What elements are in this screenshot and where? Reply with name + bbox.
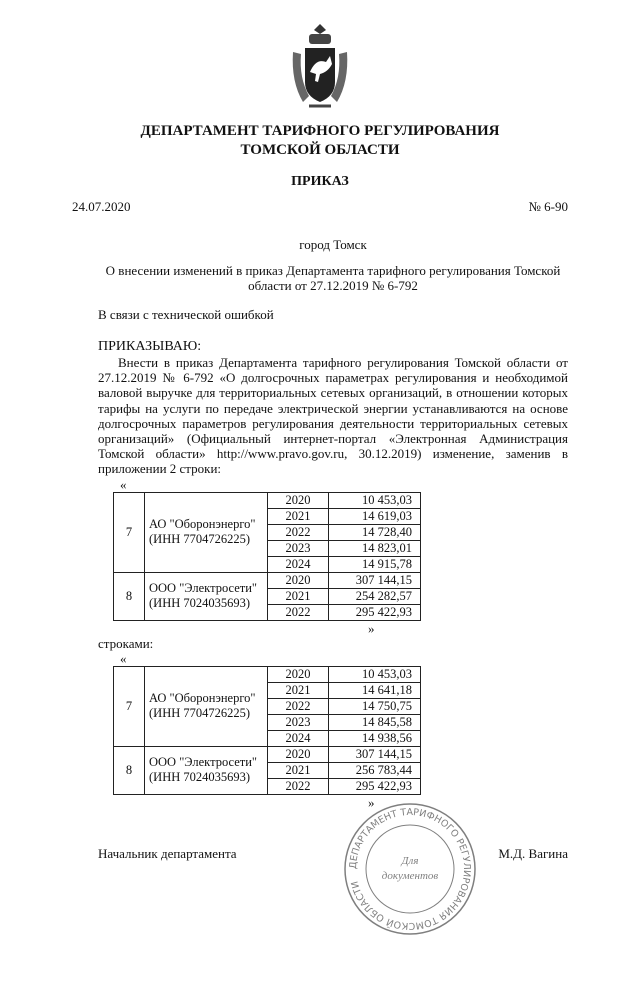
value-cell: 254 282,57 (329, 588, 421, 604)
value-cell: 14 845,58 (329, 714, 421, 730)
value-cell: 10 453,03 (329, 492, 421, 508)
value-cell: 307 144,15 (329, 572, 421, 588)
new-rows-table (113, 666, 421, 795)
quote-open: « (120, 650, 127, 666)
doc-date: 24.07.2020 (72, 199, 131, 214)
signatory-position: Начальник департамента (98, 845, 237, 861)
organization-name: АО "Оборонэнерго" (ИНН 7704726225) (145, 492, 268, 572)
organization-name: ООО "Электросети" (ИНН 7024035693) (145, 572, 268, 620)
org-name-line2: ТОМСКОЙ ОБЛАСТИ (240, 142, 400, 158)
quote-open: « (120, 476, 127, 492)
year-cell: 2022 (268, 604, 329, 620)
year-cell: 2021 (268, 762, 329, 778)
organization-name: АО "Оборонэнерго" (ИНН 7704726225) (145, 666, 268, 746)
table-row (114, 666, 421, 682)
year-cell: 2021 (268, 588, 329, 604)
svg-text:Для: Для (401, 854, 419, 867)
value-cell: 295 422,93 (329, 604, 421, 620)
order-body: Внести в приказ Департамента тарифного регулирования Томской области от 27.12.2019 № 6-792 «О долгосрочных параметрах регулирования и необходимой валовой выручке для территориальных сетевых организаций, в отношении которых тарифы на услуги по передаче электрической энергии устанавливаются на основе долгосрочных параметров регулирования деятельности территориальных сетевых организаций» (Официальный интернет-портал «Электронная Администрация Томской области» http://www.pravo.gov.ru, 30.12.2019) изменение, заменив в приложении 2 строки: (98, 355, 568, 477)
organization-name: ООО "Электросети" (ИНН 7024035693) (145, 746, 268, 794)
value-cell: 14 823,01 (329, 540, 421, 556)
org-name-line1: ДЕПАРТАМЕНТ ТАРИФНОГО РЕГУЛИРОВАНИЯ (140, 123, 500, 139)
year-cell: 2021 (268, 682, 329, 698)
year-cell: 2024 (268, 556, 329, 572)
svg-text:документов: документов (381, 869, 439, 882)
old-rows-table (113, 492, 421, 621)
year-cell: 2020 (268, 666, 329, 682)
year-cell: 2024 (268, 730, 329, 746)
table-row (114, 492, 421, 508)
year-cell: 2023 (268, 714, 329, 730)
table-row (114, 572, 421, 588)
coat-of-arms-emblem (289, 22, 351, 114)
year-cell: 2020 (268, 572, 329, 588)
value-cell: 14 938,56 (329, 730, 421, 746)
date-number-row (72, 199, 568, 215)
value-cell: 14 641,18 (329, 682, 421, 698)
doc-type: ПРИКАЗ (291, 174, 349, 189)
doc-number: № 6-90 (528, 199, 568, 214)
subject: О внесении изменений в приказ Департамента тарифного регулирования Томской области от 27.12.2019 № 6-792 (105, 263, 561, 293)
row-number: 7 (114, 666, 145, 746)
value-cell: 307 144,15 (329, 746, 421, 762)
city: город Томск (299, 237, 367, 252)
value-cell: 14 915,78 (329, 556, 421, 572)
row-number: 8 (114, 746, 145, 794)
value-cell: 256 783,44 (329, 762, 421, 778)
quote-close: » (368, 794, 375, 810)
value-cell: 295 422,93 (329, 778, 421, 794)
year-cell: 2020 (268, 746, 329, 762)
order-word: ПРИКАЗЫВАЮ: (98, 339, 202, 354)
year-cell: 2022 (268, 524, 329, 540)
official-stamp (340, 802, 480, 937)
value-cell: 10 453,03 (329, 666, 421, 682)
value-cell: 14 619,03 (329, 508, 421, 524)
row-number: 8 (114, 572, 145, 620)
quote-close: » (368, 620, 375, 636)
year-cell: 2022 (268, 698, 329, 714)
replace-label: строками: (98, 635, 154, 651)
year-cell: 2022 (268, 778, 329, 794)
year-cell: 2023 (268, 540, 329, 556)
signatory-name: М.Д. Вагина (498, 845, 568, 861)
signature-block (0, 806, 640, 966)
value-cell: 14 750,75 (329, 698, 421, 714)
svg-text:ДЕПАРТАМЕНТ ТАРИФНОГО РЕГУЛИРО: ДЕПАРТАМЕНТ ТАРИФНОГО РЕГУЛИРОВАНИЯ ТОМСКОЙ ОБЛАСТИ (347, 806, 473, 931)
value-cell: 14 728,40 (329, 524, 421, 540)
table-row (114, 746, 421, 762)
row-number: 7 (114, 492, 145, 572)
year-cell: 2020 (268, 492, 329, 508)
reason: В связи с технической ошибкой (98, 307, 274, 322)
year-cell: 2021 (268, 508, 329, 524)
